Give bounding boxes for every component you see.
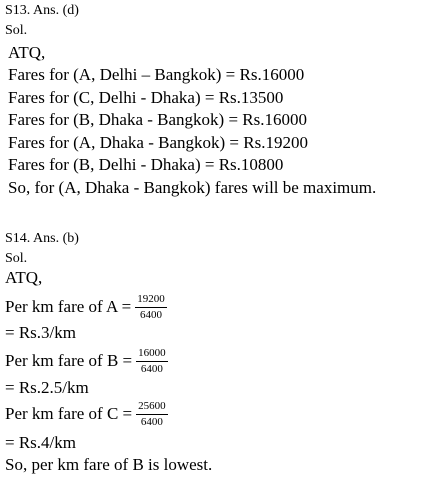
s13-line: Fares for (B, Dhaka - Bangkok) = Rs.16000	[8, 110, 308, 129]
s13-line: Fares for (A, Delhi – Bangkok) = Rs.16000	[8, 65, 305, 84]
fare-b-fraction	[136, 347, 168, 376]
fare-b-result: = Rs.2.5/km	[5, 378, 89, 397]
fare-c-label: Per km fare of C =	[5, 404, 133, 423]
s13-conclusion: So, for (A, Dhaka - Bangkok) fares will be maximum.	[8, 178, 377, 197]
s13-line: Fares for (B, Delhi - Dhaka) = Rs.10800	[8, 155, 284, 174]
s13-heading: S13. Ans. (d)	[5, 3, 79, 18]
fare-a-result: = Rs.3/km	[5, 323, 76, 342]
fare-a-denominator: 6400	[139, 308, 162, 321]
s14-conclusion: So, per km fare of B is lowest.	[5, 455, 213, 474]
fare-a-label: Per km fare of A =	[5, 297, 132, 316]
fare-b-numerator: 16000	[136, 347, 168, 362]
fare-c-result: = Rs.4/km	[5, 433, 76, 452]
fare-a-numerator: 19200	[135, 293, 167, 308]
s14-atq: ATQ,	[5, 268, 43, 287]
fare-c-denominator: 6400	[140, 415, 163, 428]
fare-c-fraction	[136, 400, 168, 429]
s13-line: Fares for (C, Delhi - Dhaka) = Rs.13500	[8, 88, 284, 107]
fare-a-row	[5, 288, 167, 326]
fare-a-fraction	[135, 293, 167, 322]
s13-sol-label: Sol.	[5, 23, 28, 38]
fare-c-row	[5, 395, 168, 433]
s13-line: Fares for (A, Dhaka - Bangkok) = Rs.19200	[8, 133, 308, 152]
fare-c-numerator: 25600	[136, 400, 168, 415]
fare-b-denominator: 6400	[140, 362, 163, 375]
fare-b-label: Per km fare of B =	[5, 351, 133, 370]
fare-b-row	[5, 342, 168, 380]
s13-line: ATQ,	[8, 43, 46, 62]
s14-heading: S14. Ans. (b)	[5, 231, 79, 246]
s14-sol-label: Sol.	[5, 251, 28, 266]
